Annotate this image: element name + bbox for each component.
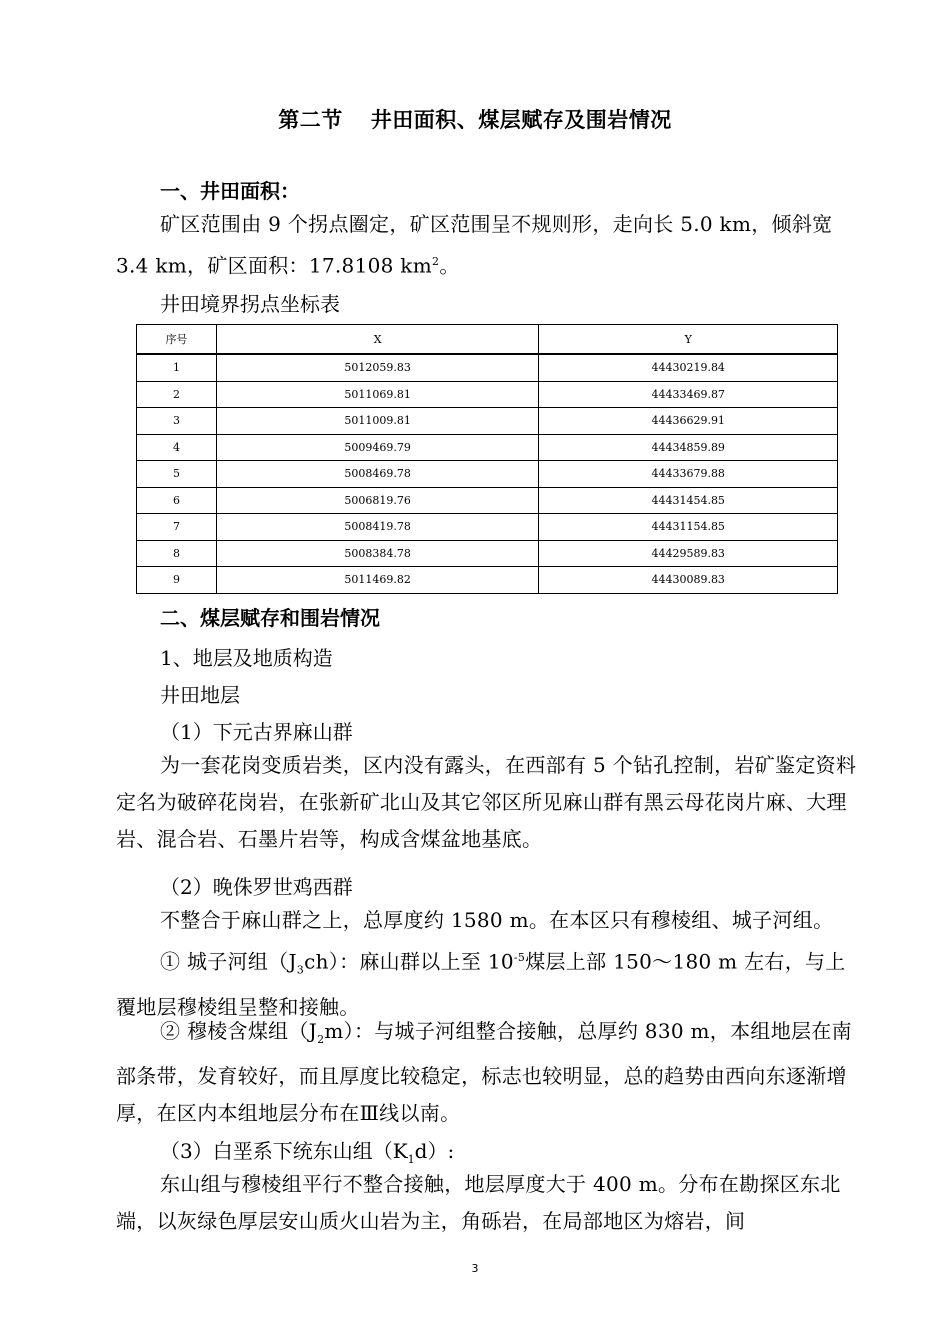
cell-index: 8	[137, 540, 217, 567]
cell-x: 5012059.83	[216, 354, 539, 381]
table-row	[137, 487, 838, 514]
table-header-row	[137, 325, 838, 355]
cell-index: 6	[137, 487, 217, 514]
area-paragraph: 矿区范围由 9 个拐点圈定，矿区范围呈不规则形，走向长 5.0 km，倾斜宽 3.4 km，矿区面积：17.8108 $km^2$。	[116, 212, 833, 278]
column-header-index: 序号	[137, 325, 217, 355]
table-row	[137, 461, 838, 488]
cell-y: 44436629.91	[539, 408, 838, 435]
coordinates-table	[136, 324, 838, 594]
table-row	[137, 514, 838, 541]
item-dongshan-group: （3）白垩系下统东山组$(K_1d)$:	[160, 1139, 455, 1166]
cell-y: 44430089.83	[539, 567, 838, 594]
heading-coal-seam: 二、煤层赋存和围岩情况	[160, 606, 380, 630]
cell-x: 5011009.81	[216, 408, 539, 435]
paragraph-jixi: 不整合于麻山群之上，总厚度约 1580 m。在本区只有穆棱组、城子河组。	[160, 908, 834, 932]
cell-x: 5008469.78	[216, 461, 539, 488]
table-row	[137, 434, 838, 461]
section-number: 第二节	[278, 108, 343, 132]
section-name: 井田面积、煤层赋存及围岩情况	[370, 108, 672, 132]
table-row	[137, 354, 838, 381]
cell-index: 5	[137, 461, 217, 488]
cell-y: 44430219.84	[539, 354, 838, 381]
item-jixi-group: （2）晚侏罗世鸡西群	[160, 875, 353, 899]
table-row	[137, 567, 838, 594]
cell-index: 2	[137, 381, 217, 408]
cell-index: 4	[137, 434, 217, 461]
item-mashan-group: （1）下元古界麻山群	[160, 720, 353, 744]
page-number: 3	[471, 1262, 479, 1275]
cell-x: 5006819.76	[216, 487, 539, 514]
cell-x: 5011069.81	[216, 381, 539, 408]
cell-y: 44433679.88	[539, 461, 838, 488]
cell-y: 44434859.89	[539, 434, 838, 461]
column-header-x: X	[216, 325, 539, 355]
paragraph-dongshan: 东山组与穆棱组平行不整合接触，地层厚度大于 400 m。分布在勘探区东北端，以灰绿色厚层安山质火山岩为主，角砾岩，在局部地区为熔岩，间	[116, 1172, 841, 1233]
table-row	[137, 540, 838, 567]
column-header-y: Y	[539, 325, 838, 355]
table-row	[137, 408, 838, 435]
cell-index: 1	[137, 354, 217, 381]
cell-y: 44433469.87	[539, 381, 838, 408]
cell-x: 5008384.78	[216, 540, 539, 567]
cell-x: 5009469.79	[216, 434, 539, 461]
paragraph-chengzihe: ① 城子河组$(J_3ch)$：麻山群以上至 $10^{-5}$煤层上部 150～180 m 左右，与上覆地层穆棱组呈整和接触。	[116, 949, 846, 1019]
cell-x: 5011469.82	[216, 567, 539, 594]
cell-y: 44429589.83	[539, 540, 838, 567]
table-caption: 井田境界拐点坐标表	[160, 292, 340, 316]
paragraph-mashan: 为一套花岗变质岩类，区内没有露头，在西部有 5 个钻孔控制，岩矿鉴定资料定名为破碎花岗岩，在张新矿北山及其它邻区所见麻山群有黑云母花岗片麻、大理岩、混合岩、石墨片岩等，构成含煤盆地基底。	[116, 753, 857, 851]
subheading-field-strata: 井田地层	[160, 683, 240, 707]
cell-index: 7	[137, 514, 217, 541]
section-title	[0, 104, 950, 134]
cell-index: 3	[137, 408, 217, 435]
heading-area: 一、井田面积：	[160, 179, 300, 203]
table-row	[137, 381, 838, 408]
paragraph-muling: ② 穆棱含煤组$(J_2m)$：与城子河组整合接触，总厚约 830 m，本组地层在南部条带，发育较好，而且厚度比较稳定，标志也较明显，总的趋势由西向东逐渐增厚，在区内本组地层分布在Ⅲ线以南。	[116, 1019, 852, 1125]
cell-x: 5008419.78	[216, 514, 539, 541]
subheading-strata: 1、地层及地质构造	[160, 646, 333, 670]
cell-y: 44431154.85	[539, 514, 838, 541]
cell-y: 44431454.85	[539, 487, 838, 514]
cell-index: 9	[137, 567, 217, 594]
